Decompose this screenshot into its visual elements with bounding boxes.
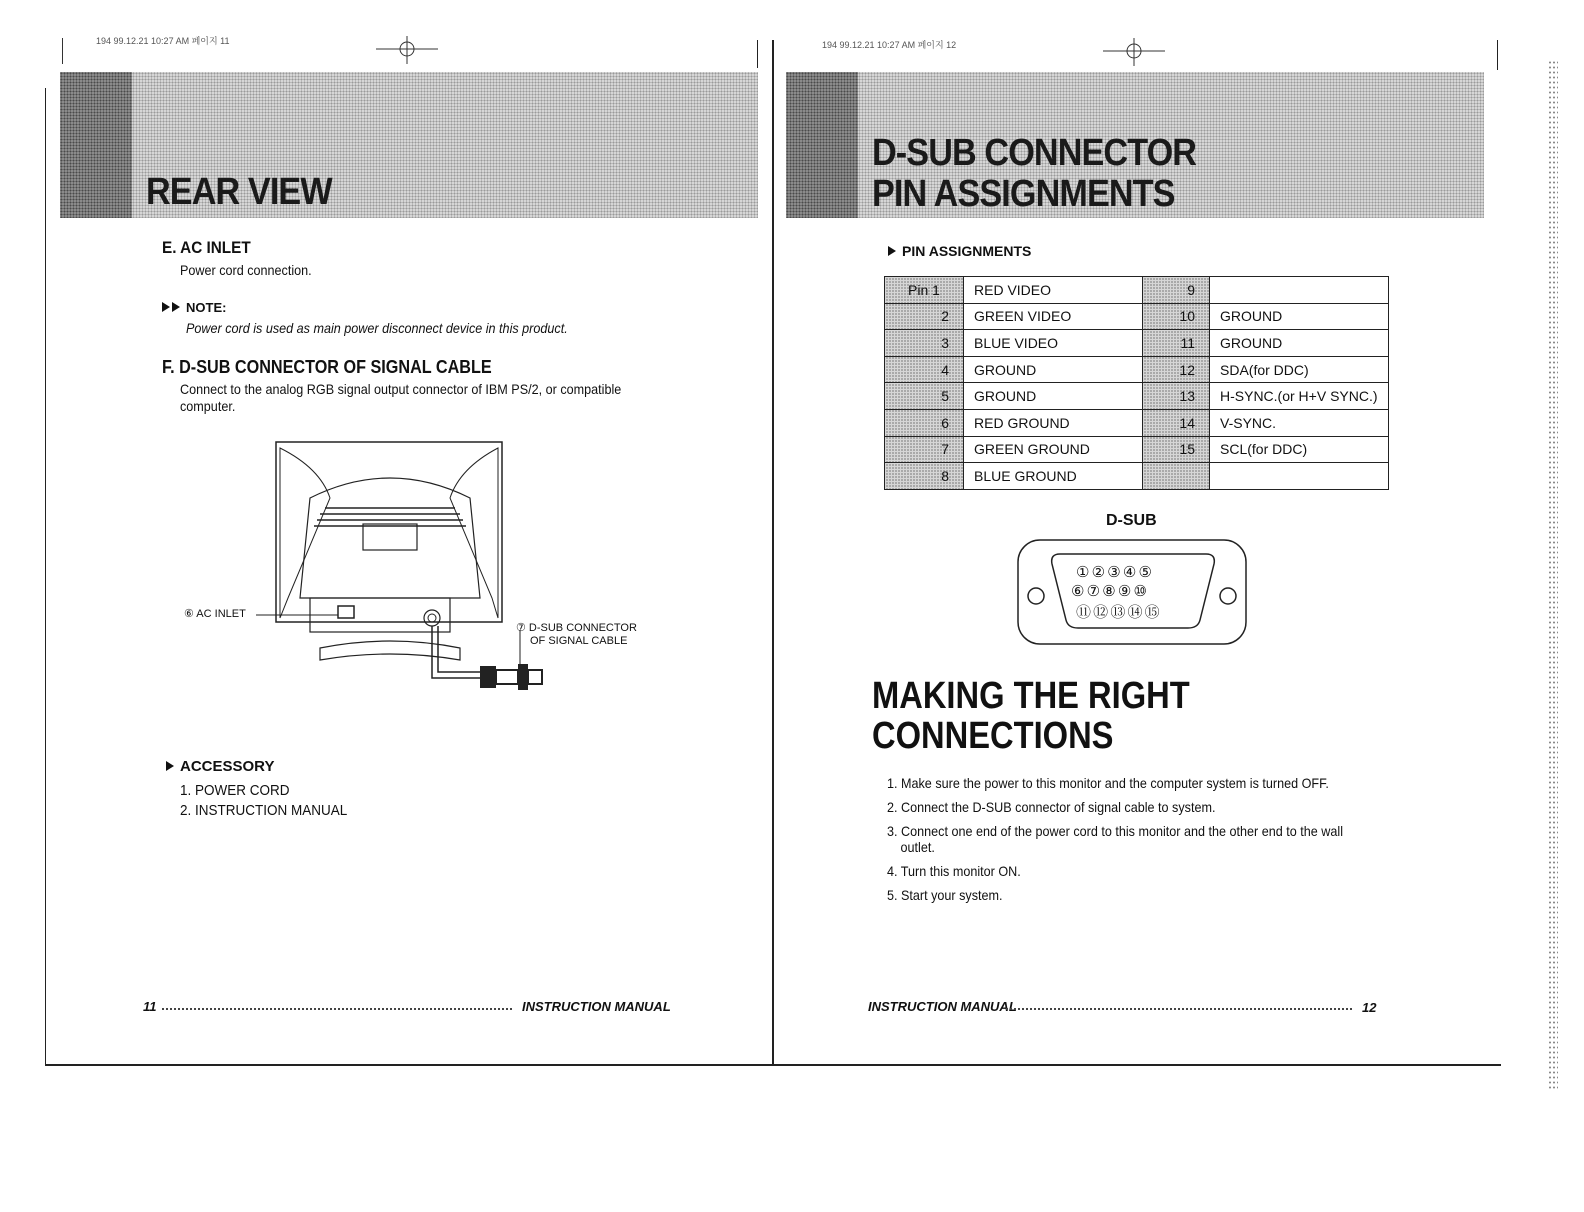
registration-mark-right: [1103, 38, 1165, 66]
pin-number: 10: [1143, 303, 1210, 330]
table-row: [885, 277, 1389, 304]
left-page-title: REAR VIEW: [146, 171, 332, 213]
margin-mark: [62, 38, 63, 64]
note-label: NOTE:: [186, 300, 227, 315]
pin-signal: GROUND: [1210, 330, 1389, 357]
pin-signal: GROUND: [964, 356, 1143, 383]
connection-steps: [887, 775, 1394, 911]
right-footer-dots: [1006, 1008, 1352, 1010]
dsub-pins-row-3: ⑪ ⑫ ⑬ ⑭ ⑮: [1076, 604, 1159, 621]
pin-signal: SCL(for DDC): [1210, 436, 1389, 463]
pin-signal: GROUND: [1210, 303, 1389, 330]
left-footer-text: INSTRUCTION MANUAL: [522, 999, 671, 1014]
pin-number: 11: [1143, 330, 1210, 357]
bullet-arrow-icon: [172, 302, 180, 312]
registration-mark-left: [376, 36, 438, 64]
pin-signal: BLUE GROUND: [964, 463, 1143, 490]
right-page-number: 12: [1362, 1000, 1377, 1015]
dsub-text-2: computer.: [180, 398, 236, 414]
pin-signal: GROUND: [964, 383, 1143, 410]
table-row: [885, 356, 1389, 383]
print-mark-right: 194 99.12.21 10:27 AM 페이지 12: [822, 40, 957, 50]
monitor-rear-illustration: [180, 438, 650, 698]
dsub-text-1: Connect to the analog RGB signal output connector of IBM PS/2, or compatible: [180, 381, 622, 397]
pin-signal: RED VIDEO: [964, 277, 1143, 304]
pin-number: 2: [885, 303, 964, 330]
list-item: 4. Turn this monitor ON.: [887, 863, 1021, 879]
left-footer-dots: [162, 1008, 512, 1010]
pin-number: 4: [885, 356, 964, 383]
ac-inlet-heading: E. AC INLET: [162, 238, 251, 257]
pin-assignments-heading: [888, 243, 1031, 259]
pin-signal: [1210, 277, 1389, 304]
pin-number: 7: [885, 436, 964, 463]
connections-title-1: MAKING THE RIGHT: [872, 675, 1190, 717]
print-mark-left: 194 99.12.21 10:27 AM 페이지 11: [96, 36, 230, 46]
dsub-pins-row-1: ① ② ③ ④ ⑤: [1076, 564, 1151, 581]
pin-heading-label: PIN ASSIGNMENTS: [902, 243, 1032, 259]
table-row: [885, 303, 1389, 330]
pin-table: [884, 276, 1389, 490]
page-frame-left-edge: [45, 88, 46, 1066]
pin-number: [1143, 463, 1210, 490]
right-header-block-dark: [786, 72, 858, 218]
list-item: 5. Start your system.: [887, 887, 1003, 903]
pin-number: 9: [1143, 277, 1210, 304]
accessory-heading: [166, 758, 274, 775]
pin-number: 15: [1143, 436, 1210, 463]
pin-number: 5: [885, 383, 964, 410]
pin-signal: BLUE VIDEO: [964, 330, 1143, 357]
table-row: [885, 409, 1389, 436]
table-row: [885, 463, 1389, 490]
dsub-diagram-label: D-SUB: [1106, 512, 1157, 529]
bullet-arrow-icon: [166, 761, 174, 771]
bullet-arrow-icon: [888, 246, 896, 256]
table-row: [885, 436, 1389, 463]
ac-inlet-callout: ⑥ AC INLET: [184, 608, 246, 620]
pin-signal: V-SYNC.: [1210, 409, 1389, 436]
pin-number: 13: [1143, 383, 1210, 410]
right-footer-text: INSTRUCTION MANUAL: [868, 999, 1017, 1014]
dsub-pins-row-2: ⑥ ⑦ ⑧ ⑨ ⑩: [1071, 583, 1146, 600]
accessory-item-2: 2. INSTRUCTION MANUAL: [180, 802, 348, 819]
accessory-item-1: 1. POWER CORD: [180, 782, 290, 799]
pin-signal: GREEN VIDEO: [964, 303, 1143, 330]
pin-table-wrap: [884, 276, 1389, 490]
list-item: 2. Connect the D-SUB connector of signal cable to system.: [887, 799, 1216, 815]
pin-signal: [1210, 463, 1389, 490]
dsub-callout-1: ⑦ D-SUB CONNECTOR: [516, 622, 637, 634]
bullet-arrow-icon: [162, 302, 170, 312]
connections-title-2: CONNECTIONS: [872, 715, 1114, 757]
right-page-title-2: PIN ASSIGNMENTS: [872, 173, 1175, 215]
page-frame-right-tick: [1497, 40, 1498, 70]
list-item: outlet.: [900, 839, 935, 855]
pin-number: 12: [1143, 356, 1210, 383]
pin-signal: H-SYNC.(or H+V SYNC.): [1210, 383, 1389, 410]
dsub-heading: F. D-SUB CONNECTOR OF SIGNAL CABLE: [162, 357, 492, 377]
ac-inlet-text: Power cord connection.: [180, 262, 312, 278]
pin-signal: GREEN GROUND: [964, 436, 1143, 463]
pin-number: 8: [885, 463, 964, 490]
right-page-title-1: D-SUB CONNECTOR: [872, 132, 1197, 174]
spine-tick-left: [757, 40, 758, 68]
accessory-label: ACCESSORY: [180, 758, 275, 775]
scan-edge-right: [1548, 60, 1558, 1090]
pin-number: 14: [1143, 409, 1210, 436]
note-heading: [162, 300, 226, 315]
pin-signal: RED GROUND: [964, 409, 1143, 436]
pin-number: Pin 1: [885, 277, 964, 304]
table-row: [885, 330, 1389, 357]
table-row: [885, 383, 1389, 410]
left-page-number: 11: [143, 999, 157, 1014]
list-item: 1. Make sure the power to this monitor and the computer system is turned OFF.: [887, 775, 1329, 791]
pin-number: 6: [885, 409, 964, 436]
list-item: 3. Connect one end of the power cord to this monitor and the other end to the wall: [887, 823, 1343, 839]
page-spine: [772, 40, 774, 1066]
pin-signal: SDA(for DDC): [1210, 356, 1389, 383]
dsub-callout-2: OF SIGNAL CABLE: [530, 635, 628, 647]
pin-number: 3: [885, 330, 964, 357]
left-header-block-dark: [60, 72, 132, 218]
note-text: Power cord is used as main power disconnect device in this product.: [186, 320, 568, 336]
